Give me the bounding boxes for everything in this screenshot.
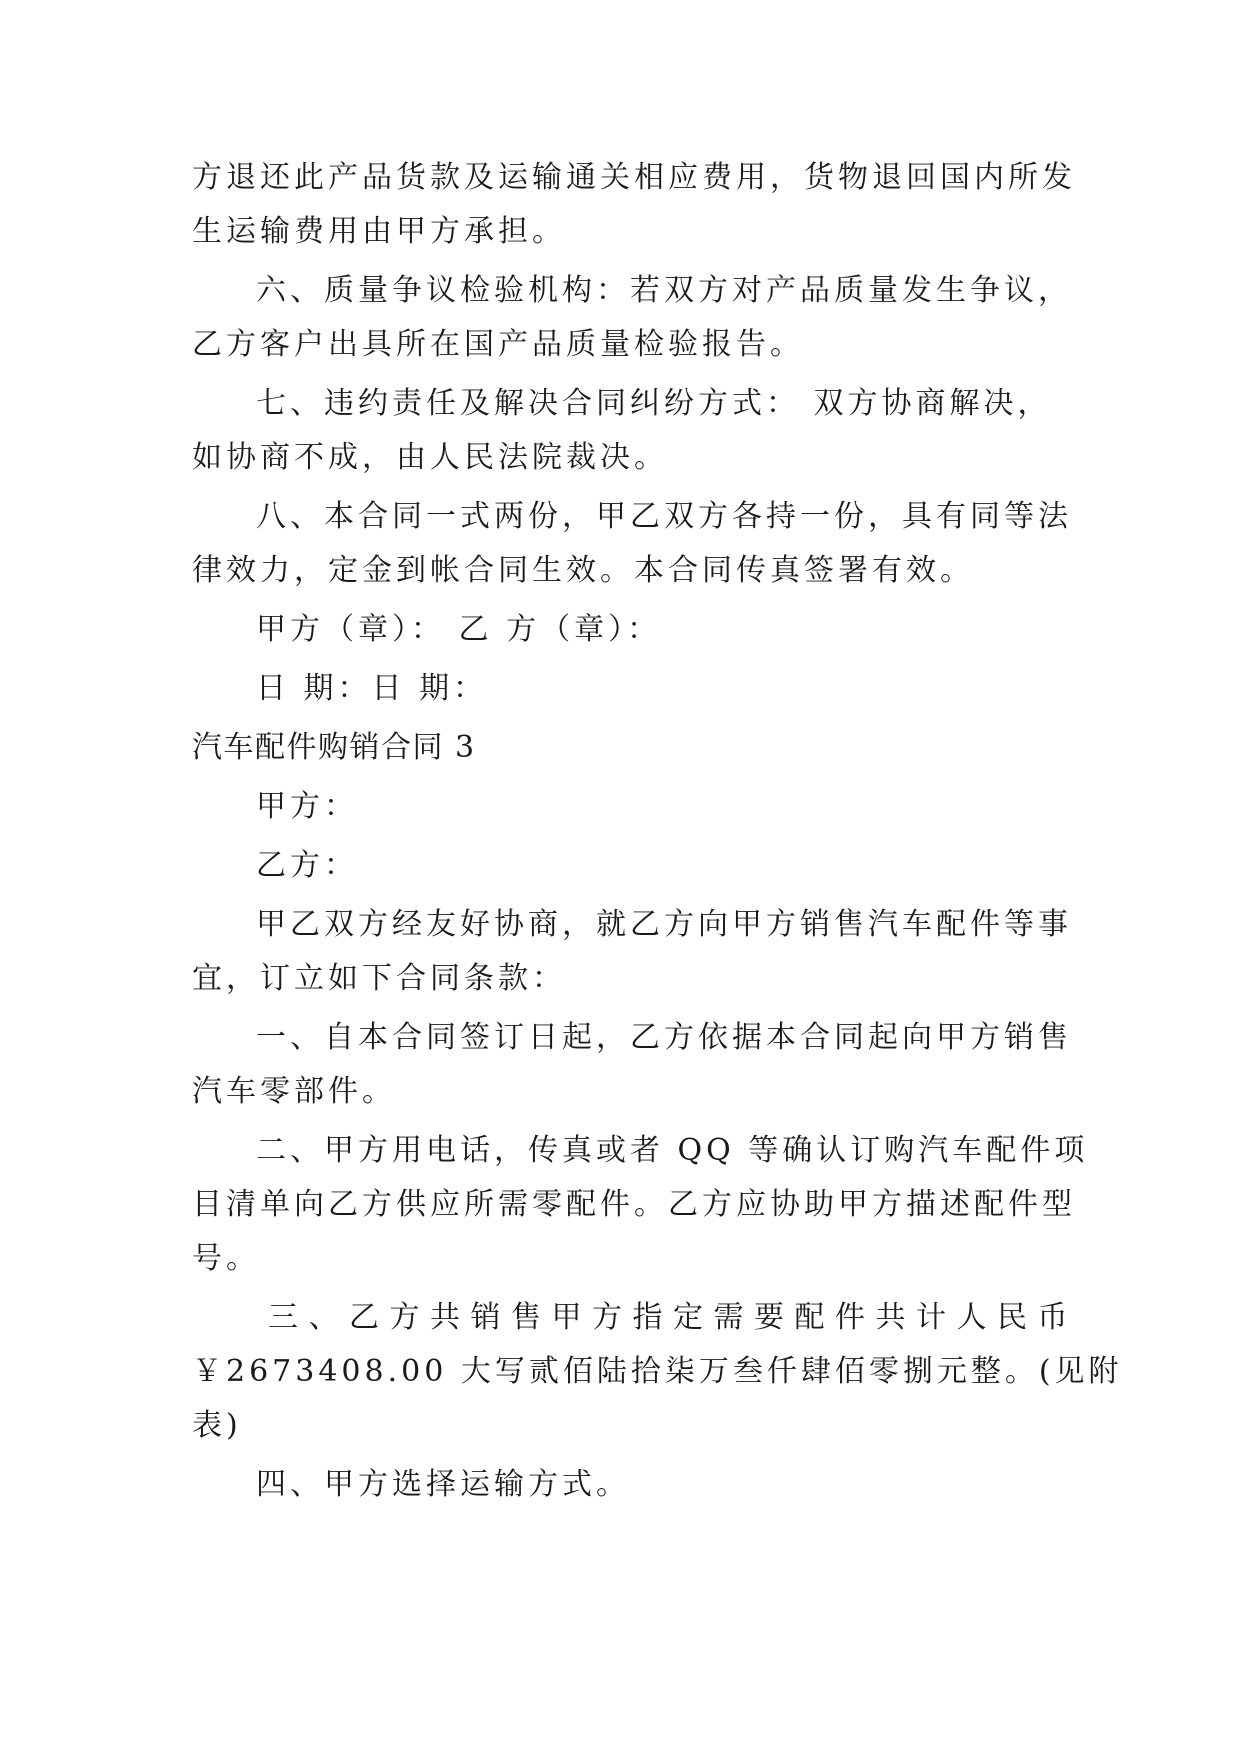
text-line: 一、自本合同签订日起，乙方依据本合同起向甲方销售 — [256, 1020, 1072, 1055]
text-line: 七、违约责任及解决合同纠纷方式： 双方协商解决， — [256, 386, 1052, 421]
text-line: 乙方客户出具所在国产品质量检验报告。 — [192, 327, 804, 362]
text-line: 方退还此产品货款及运输通关相应费用，货物退回国内所发 — [192, 160, 1076, 195]
party-b-line: 乙方： — [256, 848, 358, 883]
text-line: 律效力，定金到帐合同生效。本合同传真签署有效。 — [192, 553, 974, 588]
text-line: 六、质量争议检验机构：若双方对产品质量发生争议， — [256, 273, 1072, 308]
text-line: 号。 — [192, 1241, 260, 1276]
text-line: 三、乙方共销售甲方指定需要配件共计人民币 — [268, 1300, 1078, 1335]
amount-line: ￥2673408.00 大写贰佰陆拾柒万叁仟肆佰零捌元整。(见附 — [192, 1354, 1123, 1389]
text-line: 生运输费用由甲方承担。 — [192, 214, 566, 249]
text-line: 四、甲方选择运输方式。 — [256, 1467, 630, 1502]
section-title: 汽车配件购销合同 3 — [192, 730, 476, 765]
text-line: 表) — [192, 1408, 242, 1443]
text-line: 如协商不成，由人民法院裁决。 — [192, 440, 668, 475]
party-a-line: 甲方： — [256, 789, 358, 824]
text-line: 宜，订立如下合同条款： — [192, 961, 566, 996]
text-line: 八、本合同一式两份，甲乙双方各持一份，具有同等法 — [256, 499, 1072, 534]
text-line: 汽车零部件。 — [192, 1074, 396, 1109]
text-line: 甲乙双方经友好协商，就乙方向甲方销售汽车配件等事 — [256, 907, 1072, 942]
signature-line: 甲方（章）： 乙 方（章）： — [256, 612, 662, 647]
text-line: 目清单向乙方供应所需零配件。乙方应协助甲方描述配件型 — [192, 1187, 1076, 1222]
date-line: 日 期：日 期： — [256, 671, 488, 706]
text-line: 二、甲方用电话，传真或者 QQ 等确认订购汽车配件项 — [256, 1133, 1089, 1168]
